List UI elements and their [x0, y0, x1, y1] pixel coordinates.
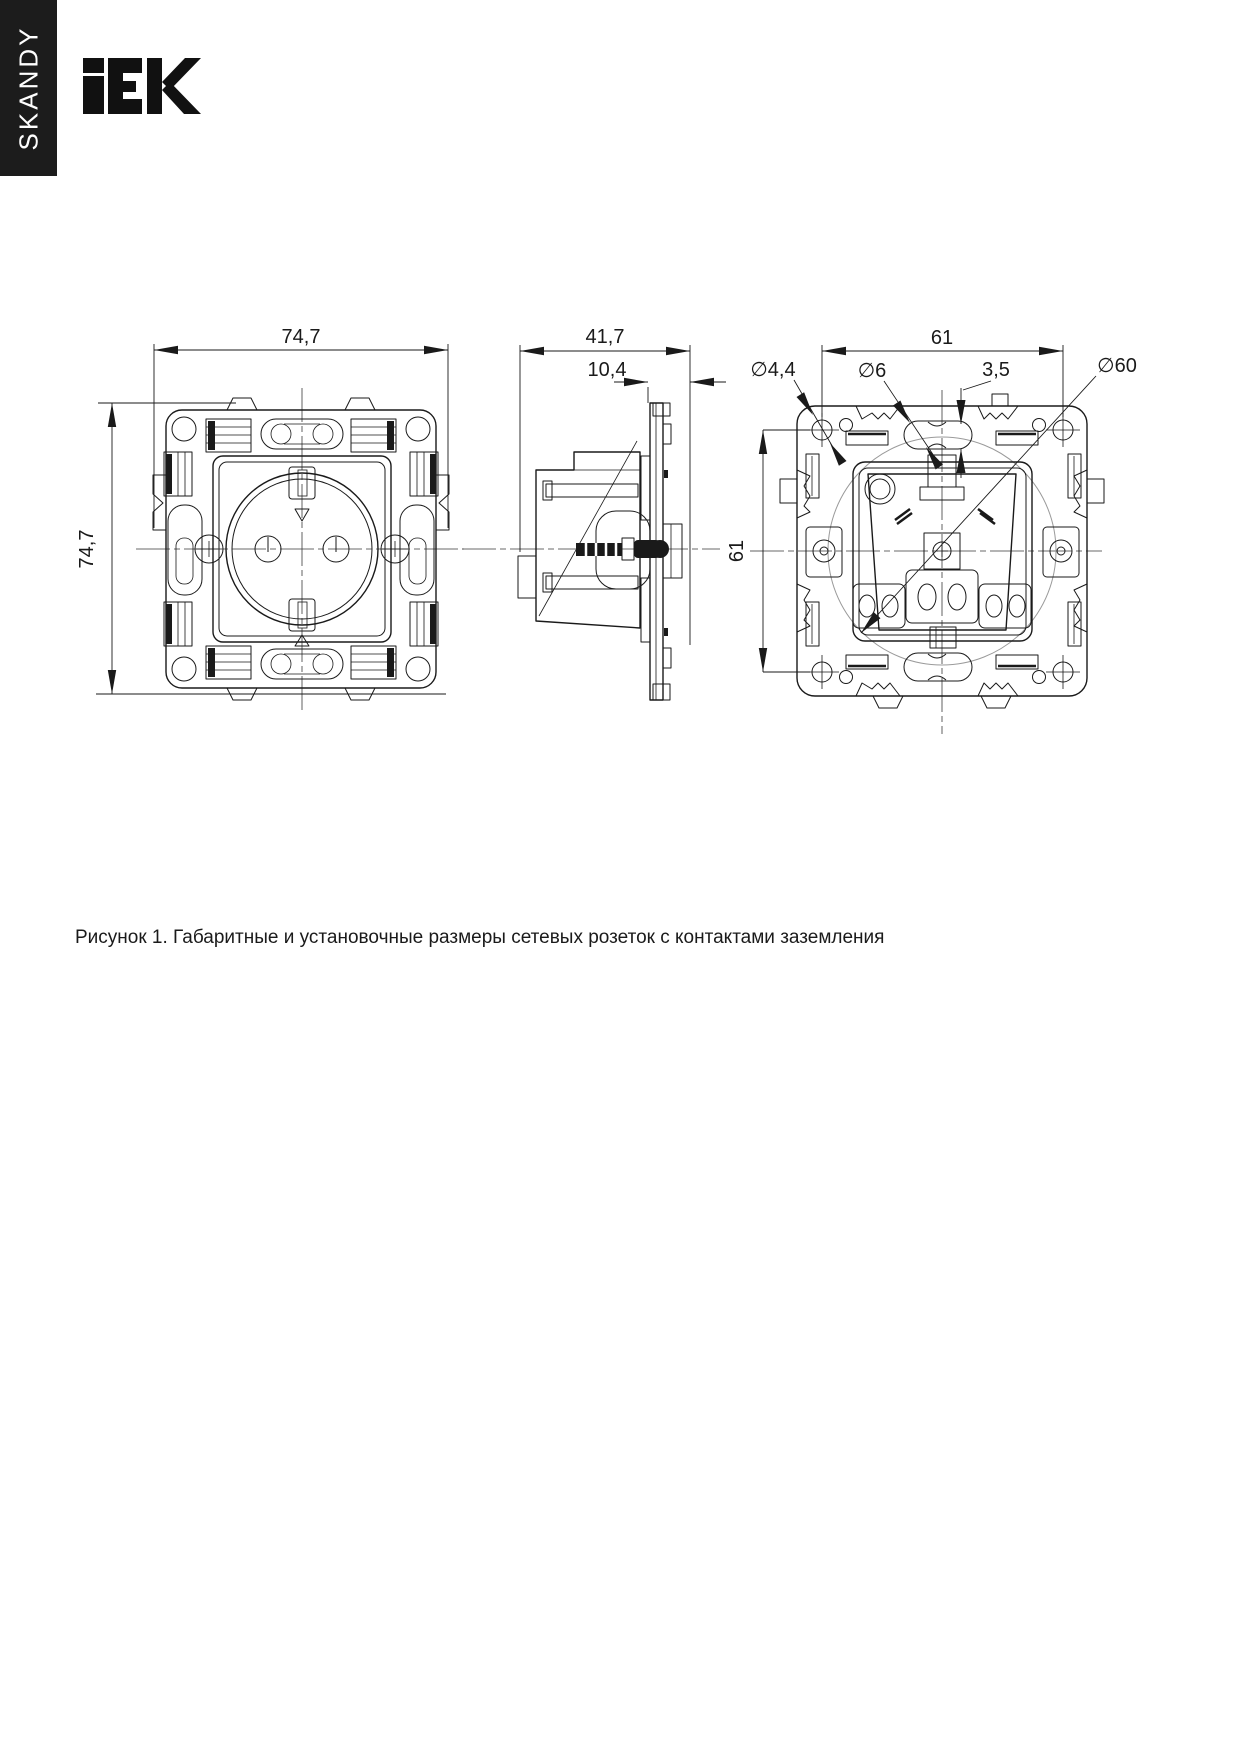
dim-mounting-circle-dia: ∅60	[1097, 355, 1137, 377]
front-view-drawing	[136, 388, 464, 714]
dim-side-front-depth: 10,4	[587, 359, 627, 381]
dim-back-width: 61	[930, 327, 954, 349]
dim-front-height: 74,7	[76, 529, 98, 569]
dim-slot-hole-dia: ∅6	[857, 360, 887, 382]
brand-banner-label: SKANDY	[13, 25, 43, 151]
dim-slot-width: 3,5	[982, 359, 1010, 381]
back-slot-windows	[806, 431, 1081, 669]
technical-drawing	[0, 0, 1239, 780]
dim-back-height: 61	[726, 539, 748, 563]
figure-caption: Рисунок 1. Габаритные и установочные размеры сетевых розеток с контактами заземления	[75, 927, 885, 948]
back-view-drawing	[750, 390, 1104, 734]
dim-front-width: 74,7	[281, 326, 321, 348]
side-view-dimensions	[520, 326, 726, 645]
dim-side-total-depth: 41,7	[585, 326, 625, 348]
side-view-drawing	[462, 403, 720, 700]
front-view-dimensions	[76, 326, 448, 694]
dim-corner-hole-dia: ∅4,4	[750, 359, 796, 381]
